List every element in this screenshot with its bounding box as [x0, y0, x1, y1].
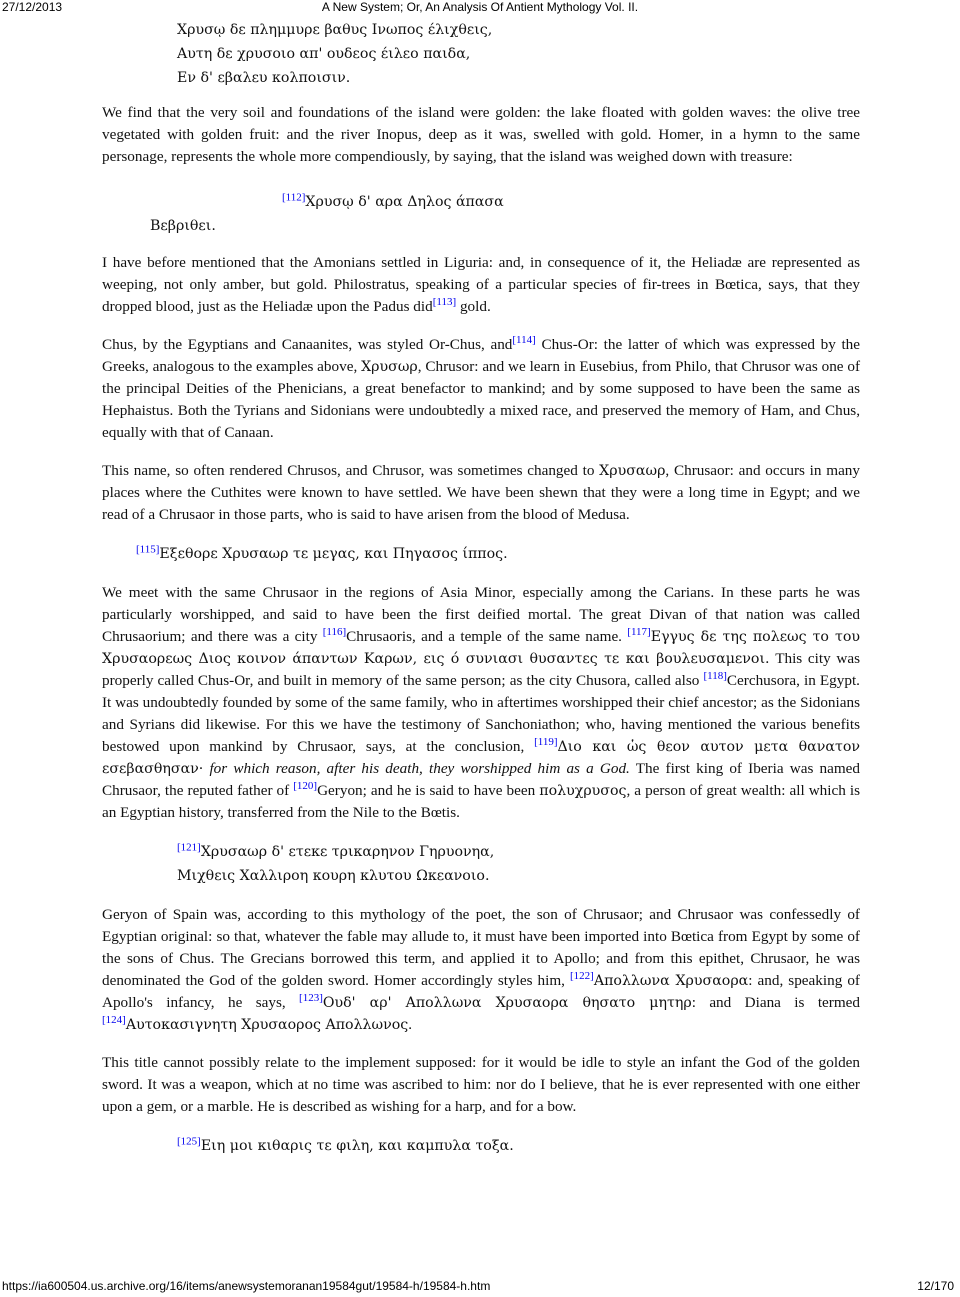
- footnote-link-117[interactable]: [117]: [627, 625, 651, 638]
- footnote-link-114[interactable]: [114]: [512, 333, 536, 346]
- print-header: [0, 0, 960, 16]
- verse-line: Χρυσαωρ δ' ετεκε τρικαρηνον Γηρυονηα,: [200, 844, 495, 860]
- footnote-link-124[interactable]: [124]: [102, 1013, 126, 1026]
- footnote-link-116[interactable]: [116]: [322, 625, 347, 638]
- footnote-link-113[interactable]: [113]: [432, 295, 457, 308]
- footnote-link-112[interactable]: [112]: [282, 191, 306, 204]
- paragraph: We meet with the same Chrusaor in the regions of Asia Minor, especially among the Carians. In these parts he was particularly worshipped, and said to have been the first deified mortal. The great Divan of that nation was called Chrusaorium; and there was a city [116]Chrusaoris, and a temple of the same name. [117]Εγγυς δε της πολεως το του Χρυσαορεως Διος κοινον άπαντων Καρων, εις ό συνιασι θυσαντες τε και βουλευσαμενοι. This city was properly called Chus-Or, and built in memory of the same person; as the city Chusora, called also [118]Cerchusora, in Egypt. It was undoubtedly founded by some of the same family, who in aftertimes worshipped their chief ancestor; as the Sidonians and Syrians did likewise. For this we have the testimony of Sanchoniathon; who, having mentioned the various benefits bestowed upon mankind by Chrusaor, says, at the conclusion, [119]Διο και ὡς θεον αυτον μετα θανατον εσεβασθησαν· for which reason, after his death, they worshipped him as a God. The first king of Iberia was named Chrusaor, the reputed father of [120]Geryon; and he is said to have been πολυχρυσος, a person of great wealth: all which is an Egyptian history, transferred from the Nile to the Bœtis.: [102, 584, 861, 821]
- verse-line: Μιχθεις Χαλλιροη κουρη κλυτου Ωκεανοιο.: [177, 868, 490, 884]
- footnote-link-119[interactable]: [119]: [534, 735, 558, 748]
- print-page-number: 12/170: [917, 1279, 954, 1293]
- print-date: 27/12/2013: [2, 0, 63, 14]
- footnote-link-120[interactable]: [120]: [293, 779, 318, 792]
- verse-line: Αυτη δε χρυσοιο απ' ουδεος έιλεο παιδα,: [177, 46, 471, 62]
- verse-line: Ειη μοι κιθαρις τε φιλη, και καμπυλα τοξα.: [200, 1138, 514, 1154]
- greek-quote-115: [136, 542, 860, 566]
- paragraph: We find that the very soil and foundations of the island were golden: the lake floated with golden waves: the olive tree vegetated with golden fruit: and the river Inopus, deep as it was, swelled with gold. Homer, in a hymn to the same personage, represents the whole more compendiously, by saying, that the island was weighed down with treasure:: [102, 104, 860, 165]
- footnote-link-123[interactable]: [123]: [299, 991, 323, 1004]
- verse-line: Βεβριθει.: [150, 218, 216, 234]
- footnote-link-125[interactable]: [125]: [177, 1135, 201, 1148]
- print-title: A New System; Or, An Analysis Of Antient Mythology Vol. II.: [321, 0, 639, 14]
- verse-line: Χρυσῳ δε πλημμυρε βαθυς Ινωπος έλιχθεις,: [177, 22, 493, 38]
- greek-verse-1: [177, 18, 860, 90]
- paragraph: This name, so often rendered Chrusos, and Chrusor, was sometimes changed to Χρυσαωρ, Chrusaor: and occurs in many places where the Cuthites were known to have settled. We have been shewn that they were a long time in Egypt; and we read of a Chrusaor in those parts, who is said to have arisen from the blood of Medusa.: [102, 462, 860, 523]
- verse-line: Εν δ' εβαλευ κολποισιν.: [177, 70, 351, 86]
- footnote-link-115[interactable]: [115]: [136, 543, 160, 556]
- footnote-link-121[interactable]: [121]: [177, 841, 201, 854]
- paragraph: Geryon of Spain was, according to this mythology of the poet, the son of Chrusaor; and Chrusaor was confessedly of Egyptian original: so that, whatever the fable may allude to, it must have been imported into Bœtica from Egypt by some of the sons of Chus. The Grecians borrowed this term, and applied it to Apollo; and from this epithet, Chrusaor, he was denominated the God of the golden sword. Homer accordingly styles him, [122]Απολλωνα Χρυσαορα: and, speaking of Apollo's infancy, he says, [123]Ουδ' αρ' Απολλωνα Χρυσαορα θησατο μητηρ: and Diana is termed [124]Αυτοκασιγνητη Χρυσαορος Απολλωνος.: [102, 906, 860, 1033]
- verse-line: Χρυσῳ δ' αρα Δηλος άπασα: [305, 194, 504, 210]
- page-content: [102, 18, 860, 1174]
- paragraph: I have before mentioned that the Amonians settled in Liguria: and, in consequence of it, the Heliadæ are represented as weeping, not only amber, but gold. Philostratus, speaking of a particular species of fir-trees in Bœtica, says, that they dropped blood, just as the Heliadæ upon the Padus did[113] gold.: [102, 254, 860, 315]
- print-footer: [0, 1279, 960, 1295]
- greek-quote-125: [177, 1134, 860, 1158]
- print-url: https://ia600504.us.archive.org/16/items/anewsystemoranan19584gut/19584-h/19584-h.htm: [2, 1279, 491, 1293]
- greek-quote-112: [102, 190, 860, 238]
- verse-line: Εξεθορε Χρυσαωρ τε μεγας, και Πηγασος ίππος.: [159, 546, 508, 562]
- paragraph: This title cannot possibly relate to the implement supposed: for it would be idle to style an infant the God of the golden sword. It was a weapon, which at no time was ascribed to him: nor do I believe, that he is ever represented with one either upon a gem, or a marble. He is described as wishing for a harp, and for a bow.: [102, 1054, 860, 1115]
- footnote-link-122[interactable]: [122]: [570, 969, 594, 982]
- footnote-link-118[interactable]: [118]: [703, 669, 727, 682]
- greek-verse-121: [177, 840, 860, 888]
- paragraph: Chus, by the Egyptians and Canaanites, was styled Or-Chus, and[114] Chus-Or: the latter of which was expressed by the Greeks, analogous to the examples above, Χρυσωρ, Chrusor: and we learn in Eusebius, from Philo, that Chrusor was one of the principal Deities of the Phenicians, a great benefactor to mankind; and by some supposed to have been the same as Hephaistus. Both the Tyrians and Sidonians were undoubtedly a mixed race, and preserved the memory of Ham, and Chus, equally with that of Canaan.: [102, 333, 861, 441]
